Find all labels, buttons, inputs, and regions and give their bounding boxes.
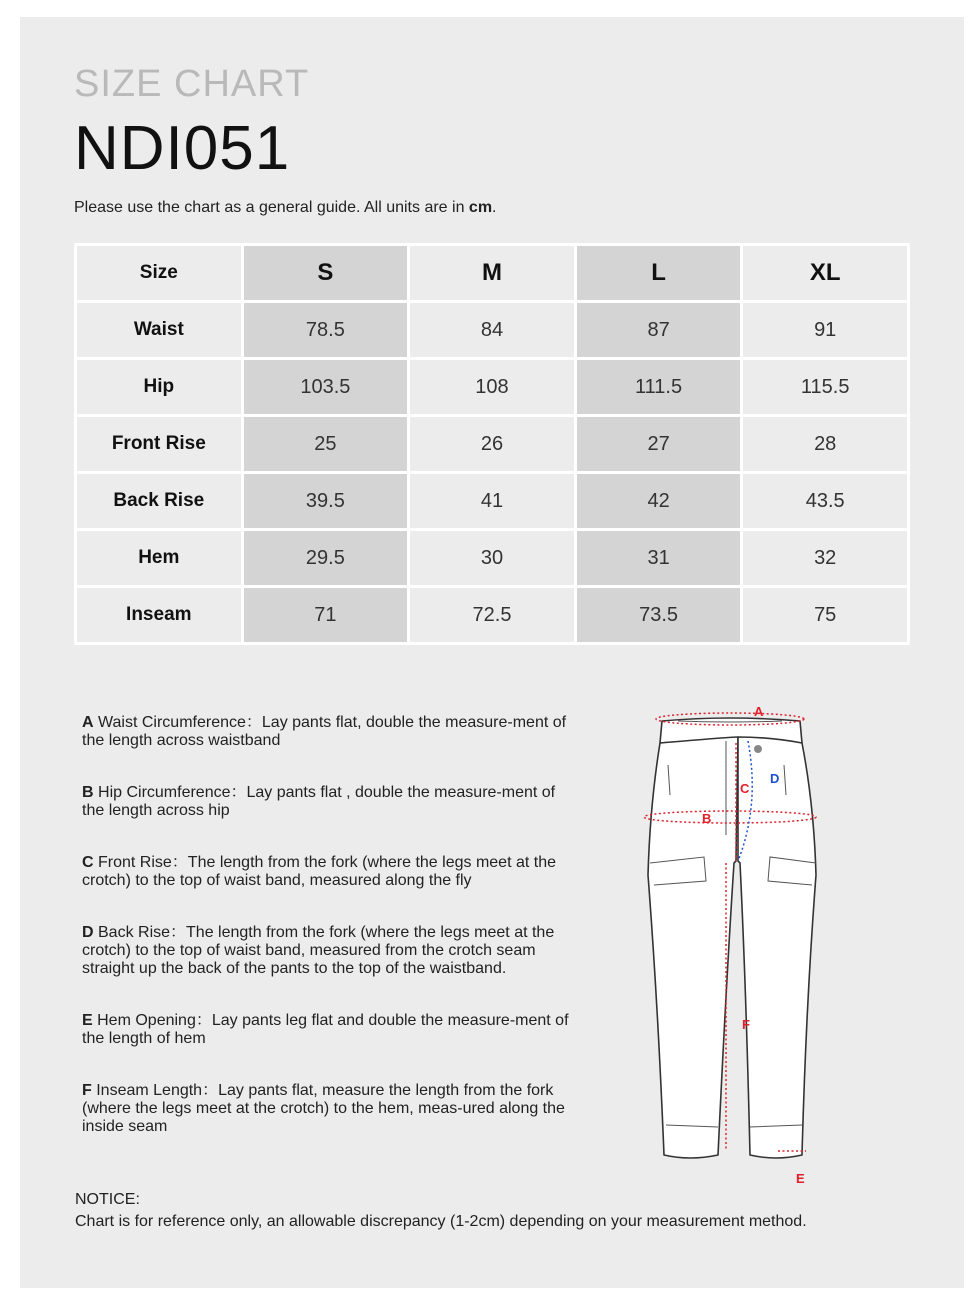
notice-text: Chart is for reference only, an allowable discrepancy (1-2cm) depending on your measurement method.	[75, 1213, 807, 1230]
label-c: C	[740, 781, 750, 796]
size-table	[74, 243, 910, 645]
size-l-header: L	[575, 245, 742, 302]
table-cell: 30	[409, 530, 576, 587]
table-cell: 29.5	[242, 530, 409, 587]
note-hem	[82, 1012, 572, 1048]
table-cell: 73.5	[575, 587, 742, 644]
row-label: Hip	[76, 359, 243, 416]
size-header-row	[76, 245, 909, 302]
table-cell: 27	[575, 416, 742, 473]
note-text: Hem Opening：Lay pants leg flat and double the measure-ment of the length of hem	[82, 1012, 569, 1047]
size-table-body	[76, 302, 909, 644]
row-label: Hem	[76, 530, 243, 587]
note-text: Hip Circumference：Lay pants flat , double the measure-ment of the length across hip	[82, 784, 556, 819]
size-chart-kicker: SIZE CHART	[74, 63, 310, 105]
unit-text: cm	[468, 199, 493, 216]
table-cell: 87	[575, 302, 742, 359]
label-d: D	[770, 771, 780, 786]
size-corner-label: Size	[76, 245, 243, 302]
row-label: Back Rise	[76, 473, 243, 530]
table-cell: 103.5	[242, 359, 409, 416]
table-row	[76, 416, 909, 473]
note-back-rise	[82, 924, 572, 978]
row-label: Front Rise	[76, 416, 243, 473]
guide-text-end: .	[492, 199, 497, 216]
table-cell: 91	[742, 302, 909, 359]
table-cell: 39.5	[242, 473, 409, 530]
note-letter: D	[82, 924, 94, 941]
notice-block	[75, 1189, 807, 1233]
table-cell: 32	[742, 530, 909, 587]
table-row	[76, 302, 909, 359]
waist-button	[754, 745, 762, 753]
table-cell: 25	[242, 416, 409, 473]
note-hip	[82, 784, 572, 820]
note-letter: A	[82, 714, 94, 731]
table-cell: 72.5	[409, 587, 576, 644]
note-text: Inseam Length：Lay pants flat, measure the length from the fork (where the legs meet at the crotch) to the hem, meas-ured along the inside seam	[82, 1082, 565, 1135]
note-text: Back Rise：The length from the fork (where the legs meet at the crotch) to the top of waist band, measured from the crotch seam straight up the back of the pants to the top of the waistband.	[82, 924, 555, 977]
table-cell: 41	[409, 473, 576, 530]
size-s-header: S	[242, 245, 409, 302]
left-leg-shape	[648, 737, 738, 1158]
note-waist	[82, 714, 572, 750]
label-a: A	[754, 704, 764, 719]
table-cell: 78.5	[242, 302, 409, 359]
table-cell: 75	[742, 587, 909, 644]
note-letter: C	[82, 854, 94, 871]
size-m-header: M	[409, 245, 576, 302]
note-inseam	[82, 1082, 572, 1136]
note-letter: B	[82, 784, 94, 801]
table-row	[76, 530, 909, 587]
product-code-title: NDI051	[74, 114, 291, 183]
table-cell: 115.5	[742, 359, 909, 416]
table-cell: 71	[242, 587, 409, 644]
label-e: E	[796, 1171, 805, 1185]
note-front-rise	[82, 854, 572, 890]
note-letter: E	[82, 1012, 93, 1029]
row-label: Waist	[76, 302, 243, 359]
size-xl-header: XL	[742, 245, 909, 302]
note-text: Waist Circumference：Lay pants flat, double the measure-ment of the length across waistband	[82, 714, 567, 749]
table-cell: 111.5	[575, 359, 742, 416]
note-text: Front Rise：The length from the fork (where the legs meet at the crotch) to the top of waist band, measured along the fly	[82, 854, 556, 889]
guide-text-main: Please use the chart as a general guide. All units are in	[74, 199, 469, 216]
table-cell: 84	[409, 302, 576, 359]
label-b: B	[702, 811, 712, 826]
table-cell: 108	[409, 359, 576, 416]
right-leg-shape	[738, 737, 816, 1158]
table-cell: 28	[742, 416, 909, 473]
note-letter: F	[82, 1082, 92, 1099]
table-row	[76, 473, 909, 530]
pants-outline	[648, 718, 816, 1158]
table-cell: 43.5	[742, 473, 909, 530]
notice-title: NOTICE:	[75, 1191, 140, 1208]
measurement-notes	[82, 714, 572, 1170]
table-row	[76, 587, 909, 644]
row-label: Inseam	[76, 587, 243, 644]
guide-text	[74, 199, 497, 217]
table-cell: 26	[409, 416, 576, 473]
size-chart-sheet	[20, 17, 964, 1288]
table-cell: 42	[575, 473, 742, 530]
pants-diagram	[630, 685, 850, 1185]
table-cell: 31	[575, 530, 742, 587]
table-row	[76, 359, 909, 416]
label-f: F	[742, 1017, 750, 1032]
